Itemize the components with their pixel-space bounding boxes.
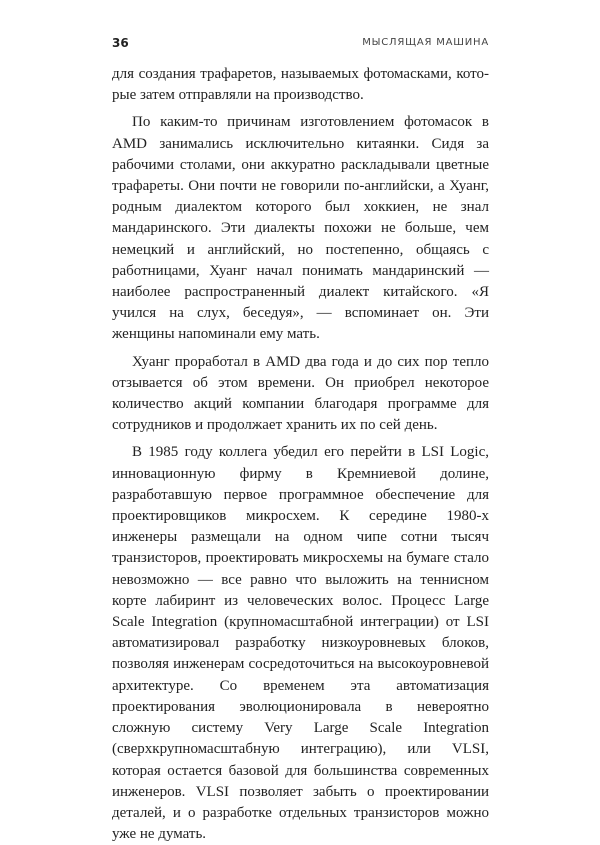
- page-header: [112, 36, 489, 52]
- paragraph: В 1985 году коллега убедил его перейти в LSI Logic, инновационную фирму в Кремниевой долине, разработавшую первое программное обеспечение для проектировщиков микросхем. К середине 1980-х инженеры размещали на одном чипе сотни тысяч транзисторов, проектировать микросхемы на бумаге стало невозможно — все равно что выложить на теннисном корте лабиринт из человеческих волос. Процесс Large Scale Integration (крупномасштабной интеграции) от LSI автоматизировал разработку низкоуровневых блоков, позволяя инженерам сосредоточиться на высокоуровневой архитектуре. Со временем эта автоматизация проектирования эволюционировала в невероятно сложную систему Very Large Scale Integration (сверхкрупномасштабную интеграцию), или VLSI, которая остается базовой для большинства современных инженеров. VLSI позволяет забыть о проектировании деталей, и о разработке отдельных транзисторов можно уже не думать.: [112, 444, 489, 843]
- running-title: МЫСЛЯЩАЯ МАШИНА: [362, 37, 489, 48]
- paragraph-continuation: для создания трафаретов, называемых фотомасками, которые затем отправляли на производство.: [112, 66, 489, 104]
- paragraph: По каким-то причинам изготовлением фотомасок в AMD занимались исключительно китаянки. Сидя за рабочими столами, они аккуратно раскладывали цветные трафареты. Они почти не говорили по-английски, а Хуанг, родным диалектом которого был хоккиен, не знал мандаринского. Эти диалекты похожи не больше, чем немецкий и английский, но постепенно, общаясь с работницами, Хуанг начал понимать мандаринский — наиболее распространенный диалект китайского. «Я учился на слух, беседуя», — вспоминает он. Эти женщины напоминали ему мать.: [112, 114, 489, 343]
- page-number: 36: [112, 36, 129, 50]
- body-text: [112, 64, 489, 845]
- paragraph: Хуанг проработал в AMD два года и до сих пор тепло отзывается об этом времени. Он приобрел некоторое количество акций компании благодаря программе для сотрудников и продолжает хранить их по сей день.: [112, 353, 489, 434]
